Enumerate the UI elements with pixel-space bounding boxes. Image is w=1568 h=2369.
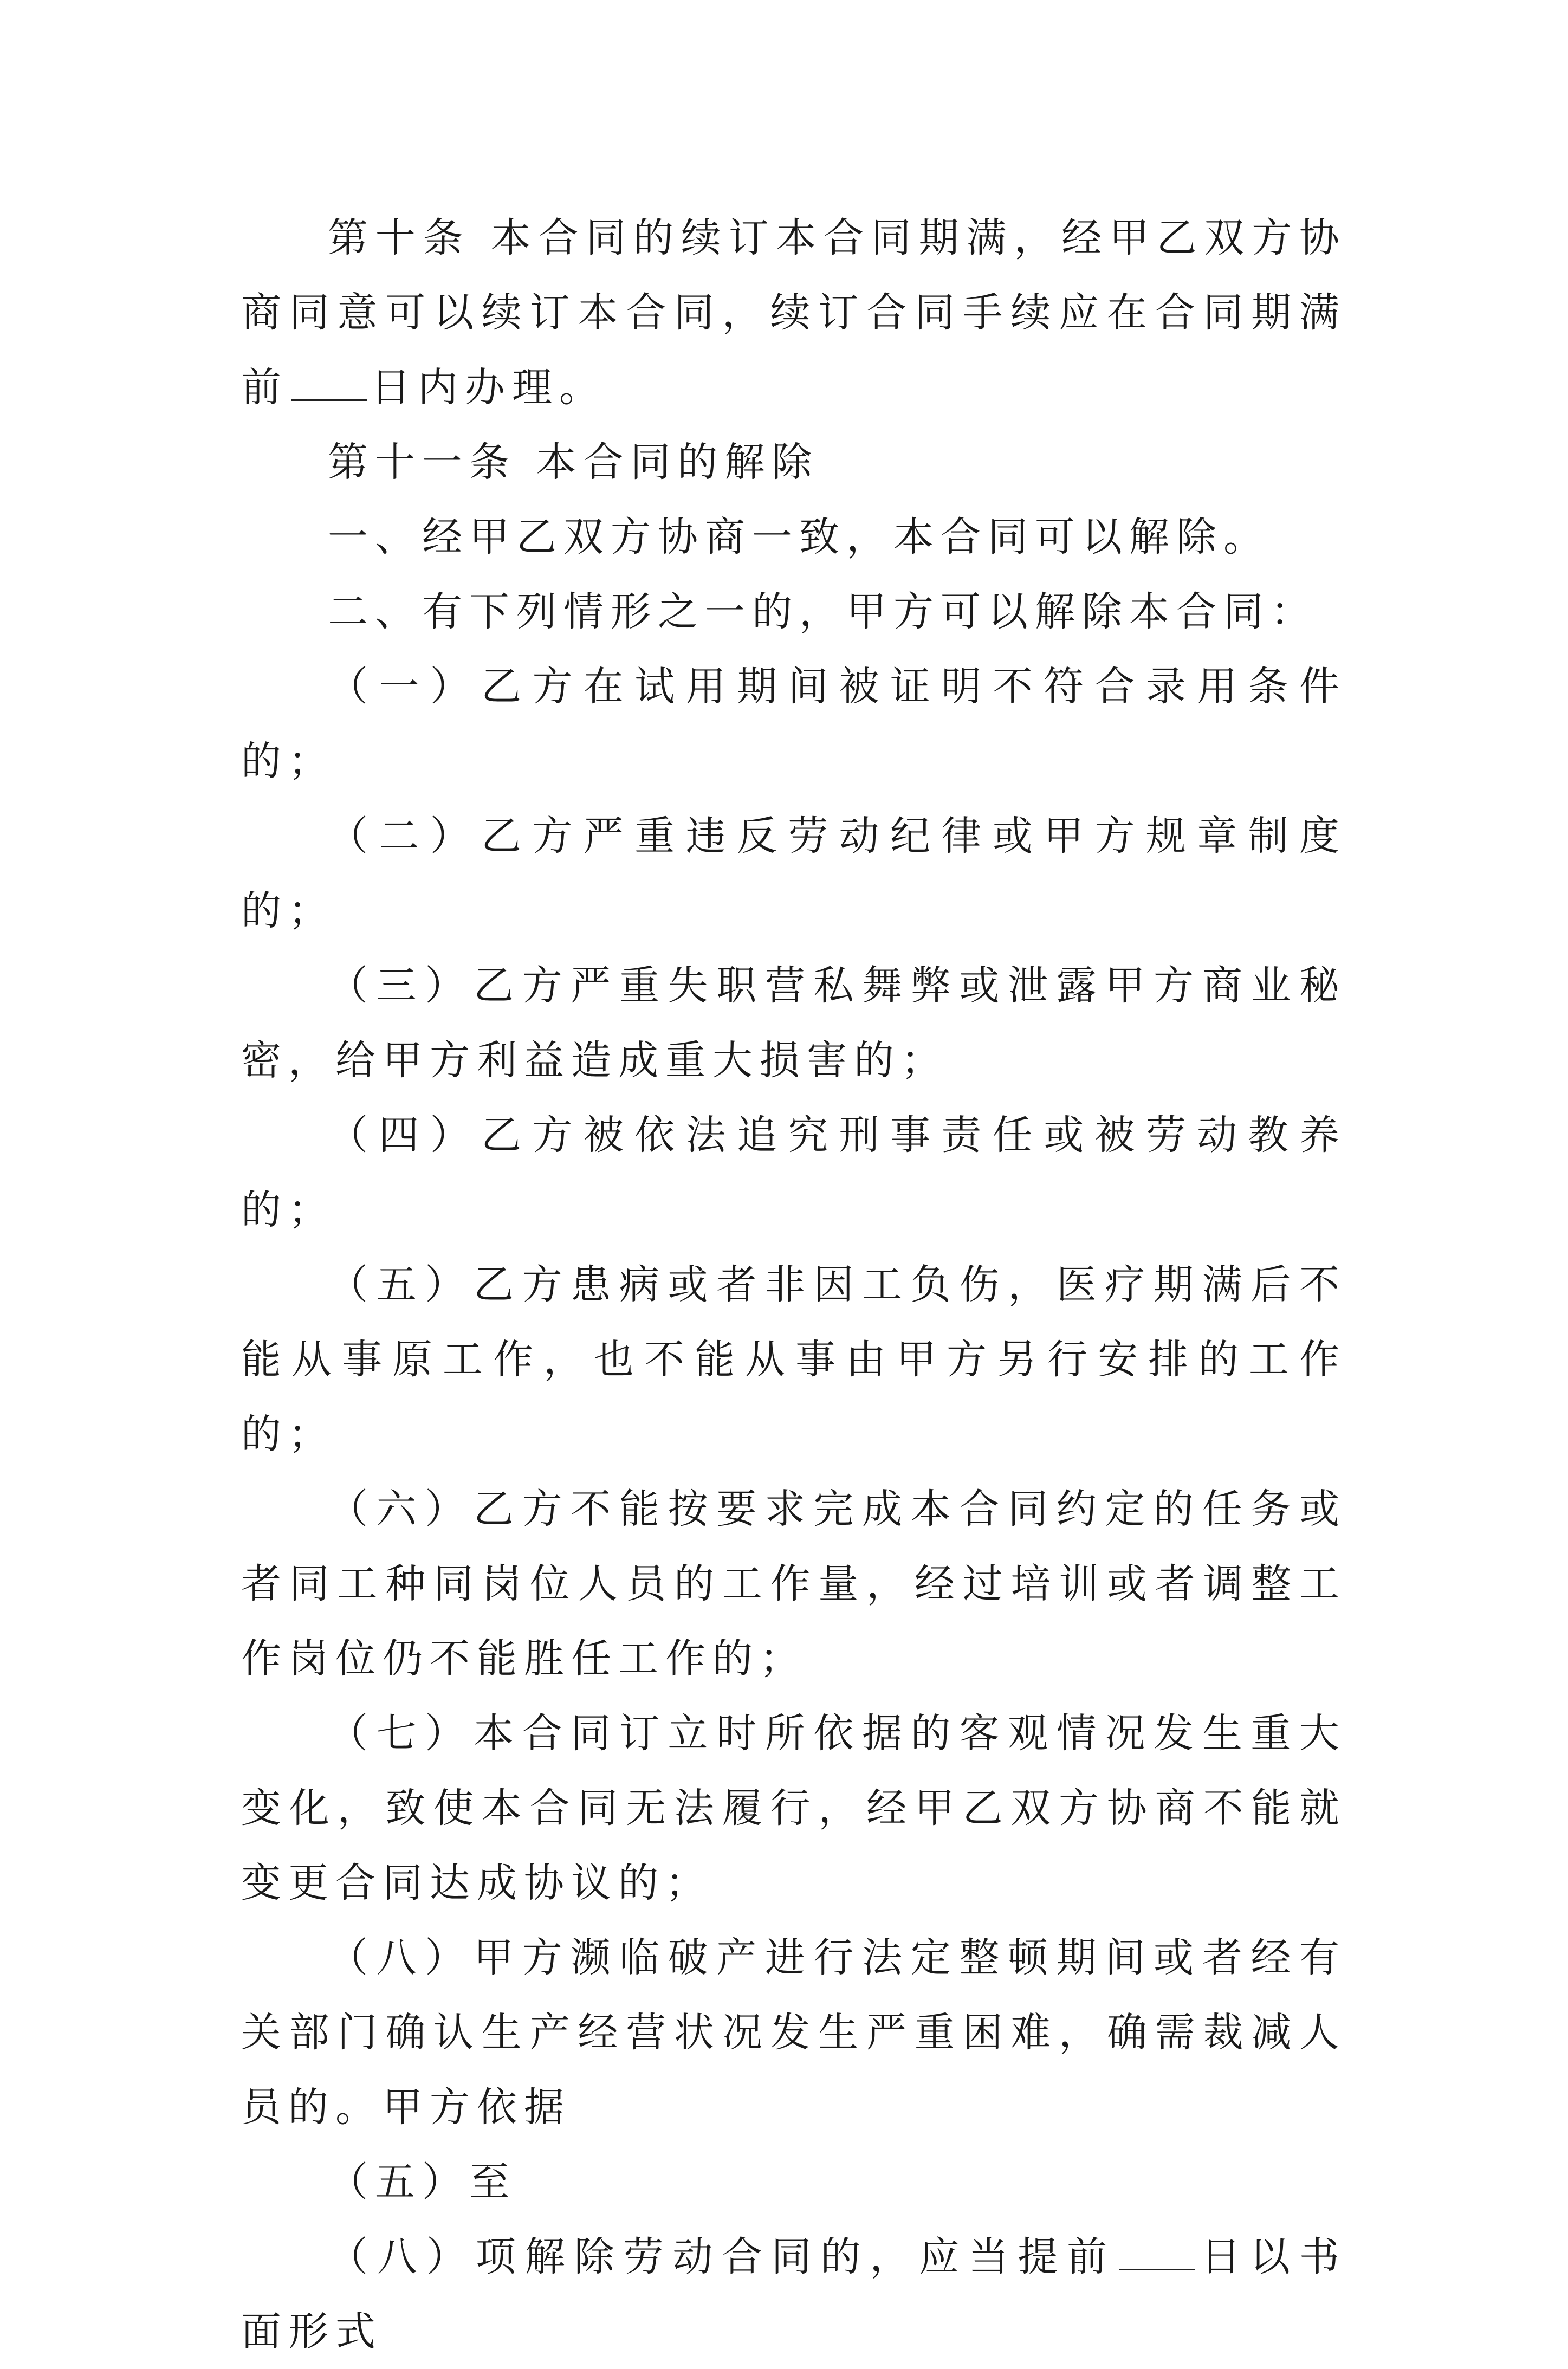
paragraph-text: 日以书面形式 [241, 2234, 1346, 2355]
paragraph-text: 一、经甲乙双方协商一致，本合同可以解除。 [328, 514, 1271, 560]
paragraph-clause-2 [241, 574, 1346, 649]
paragraph-text: （五）乙方患病或者非因工负伤，医疗期满后不能从事原工作，也不能从事由甲方另行安排的工作的； [241, 1261, 1346, 1458]
paragraph-item-1 [241, 649, 1346, 799]
paragraph-text: （三）乙方严重失职营私舞弊或泄露甲方商业秘密，给甲方利益造成重大损害的； [241, 962, 1346, 1084]
paragraph-text: 第十一条 本合同的解除 [328, 439, 819, 486]
paragraph-text: 二、有下列情形之一的，甲方可以解除本合同： [328, 588, 1318, 635]
paragraph-item-8 [241, 1920, 1346, 2145]
paragraph-item-3 [241, 948, 1346, 1098]
paragraph-text: （八）甲方濒临破产进行法定整顿期间或者经有关部门确认生产经营状况发生严重困难，确需裁减人员的。甲方依据 [241, 1934, 1346, 2131]
blank-fill-line [1119, 2231, 1195, 2270]
paragraph-item-7 [241, 1696, 1346, 1920]
paragraph-text: 第十条 本合同的续订本合同期满，经甲乙双方协商同意可以续订本合同，续订合同手续应在合同期满前 [241, 215, 1346, 411]
paragraph-item-4 [241, 1098, 1346, 1247]
paragraph-text: （七）本合同订立时所依据的客观情况发生重大变化，致使本合同无法履行，经甲乙双方协商不能就变更合同达成协议的； [241, 1710, 1346, 1906]
paragraph-item-8-ref [241, 2219, 1346, 2369]
paragraph-text: （八）项解除劳动合同的，应当提前 [328, 2234, 1117, 2280]
paragraph-text: （五）至 [328, 2159, 516, 2205]
paragraph-item-6 [241, 1472, 1346, 1696]
paragraph-item-5-ref [241, 2145, 1346, 2219]
paragraph-clause-1 [241, 500, 1346, 574]
paragraph-text: （四）乙方被依法追究刑事责任或被劳动教养的； [241, 1112, 1346, 1233]
paragraph-article-10 [241, 200, 1346, 425]
document-body [241, 200, 1346, 2369]
paragraph-item-5 [241, 1247, 1346, 1472]
paragraph-text: （六）乙方不能按要求完成本合同约定的任务或者同工种同岗位人员的工作量，经过培训或者调整工作岗位仍不能胜任工作的； [241, 1486, 1346, 1682]
paragraph-article-11-heading [241, 425, 1346, 500]
paragraph-text: （一）乙方在试用期间被证明不符合录用条件的； [241, 663, 1346, 785]
paragraph-item-2 [241, 799, 1346, 948]
paragraph-text: （二）乙方严重违反劳动纪律或甲方规章制度的； [241, 813, 1346, 934]
blank-fill-line [291, 361, 367, 401]
paragraph-text: 日内办理。 [371, 364, 606, 411]
